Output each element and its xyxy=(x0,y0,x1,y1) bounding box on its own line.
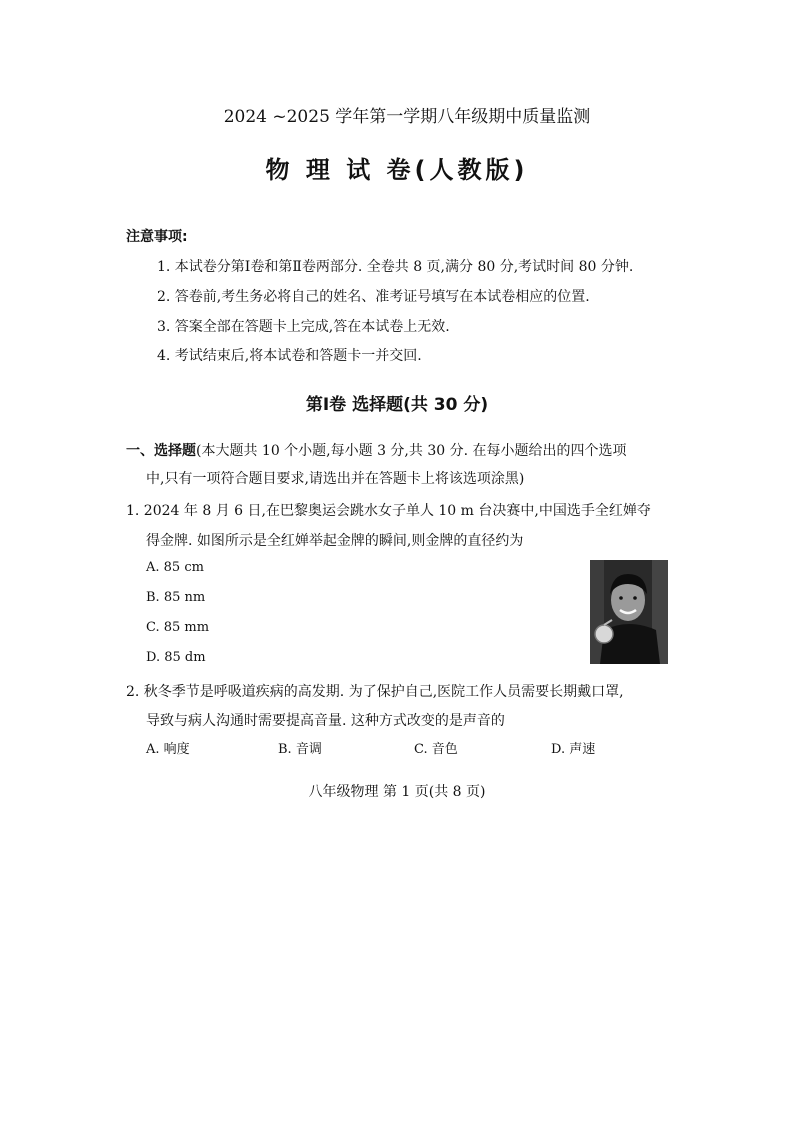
question-1-option-c: C. 85 mm xyxy=(146,620,210,635)
question-2-stem-continued: 导致与病人沟通时需要提高音量. 这种方式改变的是声音的 xyxy=(146,713,505,729)
question-1-option-a: A. 85 cm xyxy=(146,560,204,575)
question-2-option-a: A. 响度 xyxy=(146,742,190,757)
gold-medal-photo xyxy=(590,560,668,664)
notice-item: 4. 考试结束后,将本试卷和答题卡一并交回. xyxy=(157,348,422,364)
question-1-stem: 1. 2024 年 8 月 6 日,在巴黎奥运会跳水女子单人 10 m 台决赛中,中国选手全红婵夺 xyxy=(126,503,651,519)
page-footer: 八年级物理 第 1 页(共 8 页) xyxy=(308,784,486,800)
notice-item: 3. 答案全部在答题卡上完成,答在本试卷上无效. xyxy=(157,319,450,335)
subject-title: 物 理 试 卷(人教版) xyxy=(265,156,529,184)
question-2-option-d: D. 声速 xyxy=(551,742,596,757)
question-2-stem: 2. 秋冬季节是呼吸道疾病的高发期. 为了保护自己,医院工作人员需要长期戴口罩, xyxy=(126,684,624,700)
question-2-option-b: B. 音调 xyxy=(278,742,322,757)
part-label: 一、选择题 xyxy=(126,443,196,459)
athlete-with-medal-image xyxy=(590,560,668,664)
part-description: (本大题共 10 个小题,每小题 3 分,共 30 分. 在每小题给出的四个选项 xyxy=(196,443,627,459)
question-1-option-d: D. 85 dm xyxy=(146,650,206,665)
exam-title: 2024 ~2025 学年第一学期八年级期中质量监测 xyxy=(223,107,591,127)
notice-item: 2. 答卷前,考生务必将自己的姓名、准考证号填写在本试卷相应的位置. xyxy=(157,289,590,305)
notice-item: 1. 本试卷分第Ⅰ卷和第Ⅱ卷两部分. 全卷共 8 页,满分 80 分,考试时间 80 分钟. xyxy=(157,259,634,275)
notice-heading: 注意事项: xyxy=(126,229,188,245)
question-2-option-c: C. 音色 xyxy=(414,742,458,757)
question-1-stem-continued: 得金牌. 如图所示是全红婵举起金牌的瞬间,则金牌的直径约为 xyxy=(146,533,524,549)
section-title: 第Ⅰ卷 选择题(共 30 分) xyxy=(305,395,489,415)
question-1-option-b: B. 85 nm xyxy=(146,590,206,605)
part-heading xyxy=(126,440,627,460)
part-description-continued: 中,只有一项符合题目要求,请选出并在答题卡上将该选项涂黑) xyxy=(146,471,525,487)
